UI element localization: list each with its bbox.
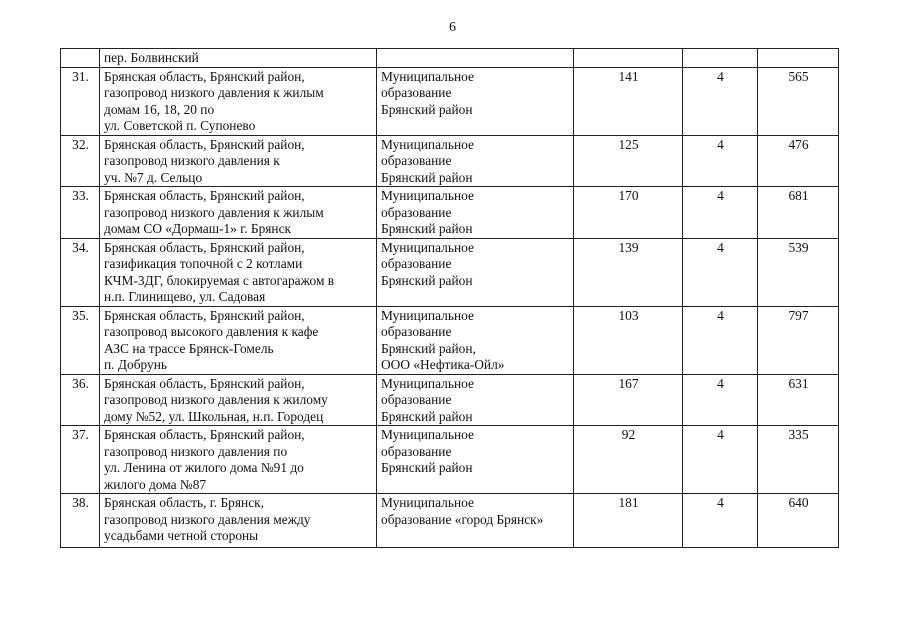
table-body [61,49,839,548]
row-number: 31. [61,67,100,135]
page-number: 6 [449,20,456,35]
object-table [60,48,839,548]
object-pressure: 4 [683,494,758,548]
object-length: 103 [574,306,683,374]
row-number: 38. [61,494,100,548]
object-owner [377,49,574,68]
object-length: 181 [574,494,683,548]
object-pressure: 4 [683,67,758,135]
object-owner: Муниципальное образование Брянский район [377,238,574,306]
object-address: Брянская область, Брянский район, газопровод высокого давления к кафе АЗС на трассе Брянск-Гомель п. Добрунь [100,306,377,374]
object-value: 797 [758,306,839,374]
table-row [61,306,839,374]
object-pressure: 4 [683,374,758,426]
object-pressure: 4 [683,135,758,187]
object-value: 476 [758,135,839,187]
object-length: 141 [574,67,683,135]
row-number: 36. [61,374,100,426]
object-owner: Муниципальное образование Брянский район [377,374,574,426]
object-value: 681 [758,187,839,239]
table-row [61,49,839,68]
table-row [61,494,839,548]
object-owner: Муниципальное образование «город Брянск» [377,494,574,548]
object-value: 539 [758,238,839,306]
object-owner: Муниципальное образование Брянский район [377,135,574,187]
object-address: Брянская область, Брянский район, газопровод низкого давления к жилым домам 16, 18, 20 по ул. Советской п. Супонево [100,67,377,135]
object-length: 139 [574,238,683,306]
row-number: 34. [61,238,100,306]
row-number [61,49,100,68]
object-pressure: 4 [683,187,758,239]
object-value: 640 [758,494,839,548]
object-owner: Муниципальное образование Брянский район [377,426,574,494]
object-length: 125 [574,135,683,187]
row-number: 33. [61,187,100,239]
object-address: Брянская область, г. Брянск, газопровод низкого давления между усадьбами четной стороны [100,494,377,548]
object-length: 170 [574,187,683,239]
table-row [61,374,839,426]
object-owner: Муниципальное образование Брянский район, ООО «Нефтика-Ойл» [377,306,574,374]
object-address: Брянская область, Брянский район, газопровод низкого давления к жилому дому №52, ул. Школьная, н.п. Городец [100,374,377,426]
object-address: пер. Болвинский [100,49,377,68]
object-length: 92 [574,426,683,494]
object-address: Брянская область, Брянский район, газопровод низкого давления к уч. №7 д. Сельцо [100,135,377,187]
object-value: 335 [758,426,839,494]
row-number: 32. [61,135,100,187]
object-pressure [683,49,758,68]
table-row [61,238,839,306]
table-row [61,67,839,135]
object-value: 565 [758,67,839,135]
table-row [61,187,839,239]
object-length: 167 [574,374,683,426]
table-row [61,135,839,187]
object-address: Брянская область, Брянский район, газификация топочной с 2 котлами КЧМ-3ДГ, блокируемая с автогаражом в н.п. Глинищево, ул. Садовая [100,238,377,306]
object-owner: Муниципальное образование Брянский район [377,187,574,239]
object-pressure: 4 [683,238,758,306]
object-address: Брянская область, Брянский район, газопровод низкого давления по ул. Ленина от жилого дома №91 до жилого дома №87 [100,426,377,494]
object-owner: Муниципальное образование Брянский район [377,67,574,135]
object-value: 631 [758,374,839,426]
object-address: Брянская область, Брянский район, газопровод низкого давления к жилым домам СО «Дормаш-1» г. Брянск [100,187,377,239]
object-value [758,49,839,68]
table-row [61,426,839,494]
object-pressure: 4 [683,426,758,494]
object-pressure: 4 [683,306,758,374]
object-length [574,49,683,68]
row-number: 37. [61,426,100,494]
row-number: 35. [61,306,100,374]
